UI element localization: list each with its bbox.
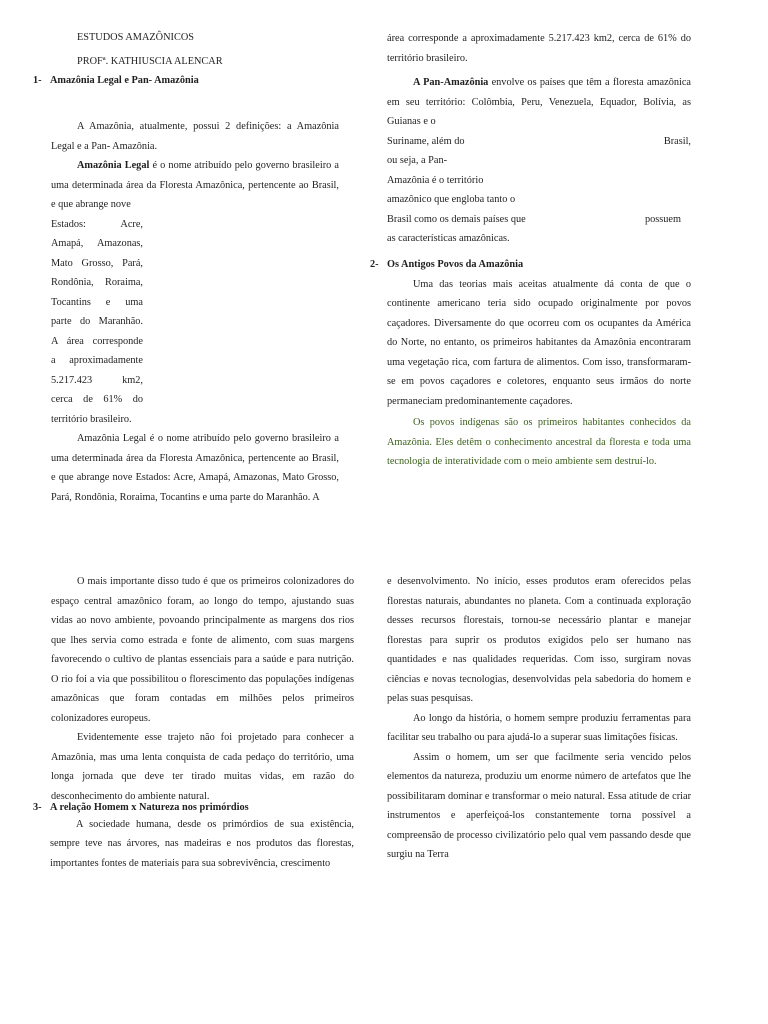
pan-brasil-word: Brasil, xyxy=(663,135,691,147)
section2-number: 2- xyxy=(370,259,379,270)
pan-line-6: as características amazônicas. xyxy=(387,233,510,244)
amazonia-legal-term: Amazônia Legal xyxy=(77,160,150,171)
narrow-line: A área corresponde xyxy=(51,335,143,347)
page1-right-column xyxy=(387,29,691,249)
document-title: ESTUDOS AMAZÔNICOS xyxy=(77,32,194,43)
pan-line-3-text: Amazônia é o território xyxy=(387,174,484,186)
narrow-line: Amapá, Amazonas, xyxy=(51,238,143,249)
colonizadores-paragraph: O mais importante disso tudo é que os primeiros colonizadores do espaço central amazônico foram, ao longo do tempo, ajustando suas vidas ao novo ambiente, povoando principalmente as margens dos rios que lhes servia como estrada e fonte de alimento, com suas margens favorecendo o cultivo de plantas essenciais para a saúde e para nutrição. O rio foi a via que possibilitou o florescimento das populações indígenas amazônicas que foram contadas em milhões pelos primeiros colonizadores europeus. xyxy=(51,576,354,724)
artefatos-paragraph: Assim o homem, um ser que facilmente seria vencido pelos elementos da natureza, produziu um enorme número de artefatos que lhe possibilitaram dominar e transformar o meio natural. Essa atitude de criar instrumentos e aperfeiçoá-los constantemente torna possível a compreensão de processo civilizatório pelo qual vem passando desde que surgiu na Terra xyxy=(387,751,691,860)
pan-line-3 xyxy=(387,171,505,191)
section3-body xyxy=(33,815,354,874)
amazonia-legal-repeat-paragraph: Amazônia Legal é o nome atribuído pelo governo brasileiro a uma determinada área da Floresta Amazônica, pertencente ao Brasil, e que abrange nove Estados: Acre, Amapá, Amazonas, Mato Grosso, Pará, Rondônia, Roraima, Tocantins e uma parte do Maranhão. A xyxy=(51,433,339,503)
pan-line-5 xyxy=(387,210,681,230)
pan-amazonia-narrow-block xyxy=(387,132,691,249)
section3 xyxy=(33,798,354,873)
desenvolvimento-paragraph: e desenvolvimento. No início, esses produtos eram oferecidos pelas florestas naturais, abundantes no planeta. Com a continuada exploração desses recursos florestais, tornou-se necessário plantar e manejar florestas para suprir os produtos exigidos pelo ser humano nas quantidades e nas qualidades requeridas. Com isso, surgiram novas ciências e novas tecnologias, desenvolvidas pela sabedoria do homem e pelas suas pesquisas. xyxy=(387,576,691,704)
pan-amazonia-text: envolve os países que têm a floresta amazônica em seu território: Colômbia, Peru, Venezuela, Equador, Bolívia, as Guianas e o xyxy=(387,77,691,127)
section2-body xyxy=(370,275,691,472)
pan-amazonia-term: A Pan-Amazônia xyxy=(413,77,489,88)
section1-intro-paragraph: A Amazônia, atualmente, possui 2 definições: a Amazônia Legal e a Pan- Amazônia. xyxy=(51,121,339,152)
amazonia-legal-paragraph xyxy=(51,156,339,215)
section2-paragraph-2: Os povos indígenas são os primeiros habitantes conhecidos da Amazônia. Eles detêm o conhecimento ancestral da floresta e toda uma tecnologia de interatividade com o meio ambiente sem destruí-lo. xyxy=(387,417,691,467)
page1-left-column xyxy=(33,28,339,91)
section3-title: A relação Homem x Natureza nos primórdios xyxy=(50,802,249,813)
section1-body xyxy=(51,117,339,507)
narrow-line: Tocantins e uma xyxy=(51,296,143,308)
narrow-text-block xyxy=(51,215,143,430)
ferramentas-paragraph: Ao longo da história, o homem sempre produziu ferramentas para facilitar seu trabalho ou para ajudá-lo a superar suas limitações físicas. xyxy=(387,712,691,743)
narrow-line: Mato Grosso, Pará, xyxy=(51,257,143,269)
section2 xyxy=(370,255,691,472)
pan-line-1-text: Suriname, além do xyxy=(387,135,465,147)
pan-line-5-left: Brasil como os demais países que xyxy=(387,213,526,225)
section2-heading xyxy=(370,255,691,275)
narrow-line: Rondônia, Roraima, xyxy=(51,277,143,288)
pan-amazonia-paragraph xyxy=(387,73,691,132)
pan-line-5-right: possuem xyxy=(644,213,681,225)
pan-line-4-text: amazônico que engloba tanto o xyxy=(387,194,516,205)
pan-line-1 xyxy=(387,132,505,152)
section3-paragraph-1: A sociedade humana, desde os primórdios de sua existência, sempre teve nas árvores, nas madeiras e nos produtos das florestas, importantes fontes de materiais para sua sobrevivência, crescimento xyxy=(50,818,354,869)
narrow-line: cerca de 61% do xyxy=(51,394,143,405)
section2-paragraph-1: Uma das teorias mais aceitas atualmente dá conta de que o continente americano teria sido ocupado originalmente por povos caçadores. Diversamente do que ocorreu com os ocupantes da América do Norte, no entanto, os primeiros habitantes da Amazônia encontraram uma vegetação rica, com fartura de alimentos. Com isso, transformaram-se em povos caçadores e coletores, enquanto seus irmãos do norte permaneciam predominantemente caçadores. xyxy=(387,278,691,407)
pan-line-2 xyxy=(387,151,495,171)
section1-number: 1- xyxy=(33,75,42,86)
section3-number: 3- xyxy=(33,802,42,813)
section1-heading xyxy=(33,71,339,91)
section2-title: Os Antigos Povos da Amazônia xyxy=(387,259,524,270)
area-continuation-paragraph: área corresponde a aproximadamente 5.217.423 km2, cerca de 61% do território brasileiro. xyxy=(387,33,691,64)
amazonia-legal-text: é o nome atribuído pelo governo brasileiro a uma determinada área da Floresta Amazônica, pertencente ao Brasil, e que abrange nove xyxy=(51,160,339,210)
page2-left-column xyxy=(51,572,354,806)
page2-right-column xyxy=(387,572,691,865)
narrow-line: Estados: Acre, xyxy=(51,218,143,230)
narrow-line: território brasileiro. xyxy=(51,413,132,425)
trajeto-paragraph: Evidentemente esse trajeto não foi projetado para conhecer a Amazônia, mas uma lenta conquista de cada pedaço do território, uma longa jornada que deve ter tirado muitas vidas, em razão do desconhecimento do ambiente natural. xyxy=(51,732,354,802)
narrow-line: parte do Maranhão. xyxy=(51,316,143,327)
narrow-line: a aproximadamente xyxy=(51,355,143,366)
pan-line-4 xyxy=(387,190,691,210)
section1-title: Amazônia Legal e Pan- Amazônia xyxy=(50,75,199,86)
narrow-line: 5.217.423 km2, xyxy=(51,374,143,386)
professor-name: PROFª. KATHIUSCIA ALENCAR xyxy=(77,55,223,67)
pan-line-2-text: ou seja, a Pan- xyxy=(387,155,448,166)
